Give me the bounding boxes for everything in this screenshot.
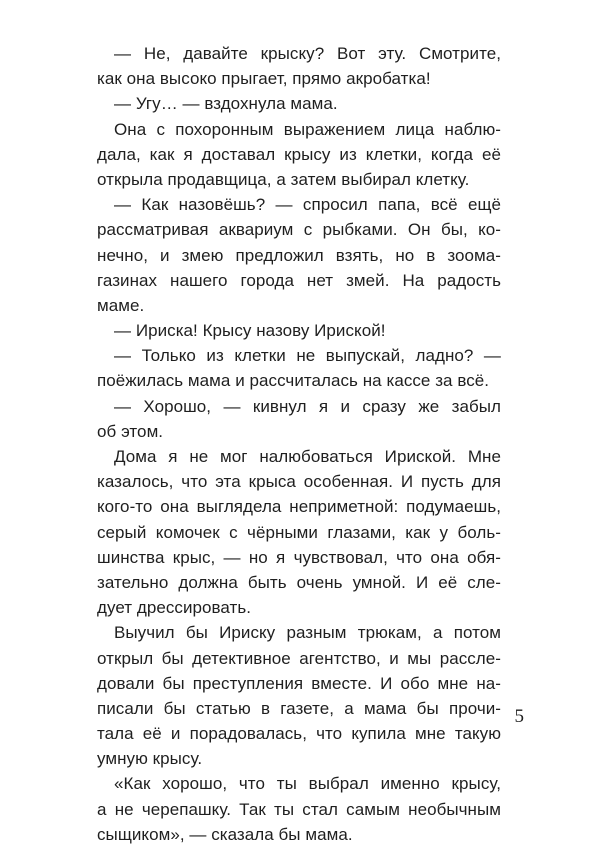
text-line: дует дрессировать. xyxy=(97,598,252,618)
text-line: — Не, давайте крыску? Вот эту. Смотрите, xyxy=(114,44,501,63)
text-line: умную крысу. xyxy=(97,749,203,769)
text-line: — Только из клетки не выпускай, ладно? — xyxy=(114,346,501,366)
text-line: рассматривая аквариум с рыбками. Он бы, ко- xyxy=(97,220,501,240)
page-text xyxy=(97,41,501,847)
text-line: а не черепашку. Так ты стал самым необычным xyxy=(97,799,501,819)
text-line: писали бы статью в газете, а мама бы прочи- xyxy=(97,698,501,718)
text-line: — Как назовёшь? — спросил папа, всё ещё xyxy=(114,195,501,215)
text-line: Она с похоронным выражением лица наблю- xyxy=(114,119,501,139)
text-line: шинства крыс, — но я чувствовал, что она обя- xyxy=(97,547,501,567)
text-line: сыщиком», — сказала бы мама. xyxy=(97,824,353,844)
text-line: серый комочек с чёрными глазами, как у боль- xyxy=(97,522,501,542)
text-line: тала её и порадовалась, что купила мне такую xyxy=(97,724,501,744)
text-line: об этом. xyxy=(97,421,164,441)
text-line: открыл бы детективное агентство, и мы рассле- xyxy=(97,648,501,668)
page-number: 5 xyxy=(514,706,524,727)
text-line: — Ириска! Крысу назову Ириской! xyxy=(114,321,386,341)
text-line: — Хорошо, — кивнул я и сразу же забыл xyxy=(114,396,501,416)
text-line: газинах нашего города нет змей. На радость xyxy=(97,270,501,290)
text-line: Дома я не мог налюбоваться Ириской. Мне xyxy=(114,447,501,466)
text-line: «Как хорошо, что ты выбрал именно крысу, xyxy=(114,774,501,794)
text-line: поёжилась мама и рассчиталась на кассе за всё. xyxy=(97,371,490,391)
text-line: — Угу… — вздохнула мама. xyxy=(114,94,338,114)
text-line: довали бы преступления вместе. И обо мне на- xyxy=(97,673,501,693)
text-line: зательно должна быть очень умной. И её сле- xyxy=(97,572,501,592)
text-line: как она высоко прыгает, прямо акробатка! xyxy=(97,69,431,89)
text-line: дала, как я доставал крысу из клетки, когда её xyxy=(97,144,501,164)
text-line: казалось, что эта крыса особенная. И пусть для xyxy=(97,472,501,492)
text-line: нечно, и змею предложил взять, но в зоома- xyxy=(97,245,501,265)
text-line: Выучил бы Ириску разным трюкам, а потом xyxy=(114,623,501,643)
text-line: кого-то она выглядела неприметной: подумаешь, xyxy=(97,497,501,517)
text-line: маме. xyxy=(97,295,145,315)
text-line: открыла продавщица, а затем выбирал клетку. xyxy=(97,169,470,189)
